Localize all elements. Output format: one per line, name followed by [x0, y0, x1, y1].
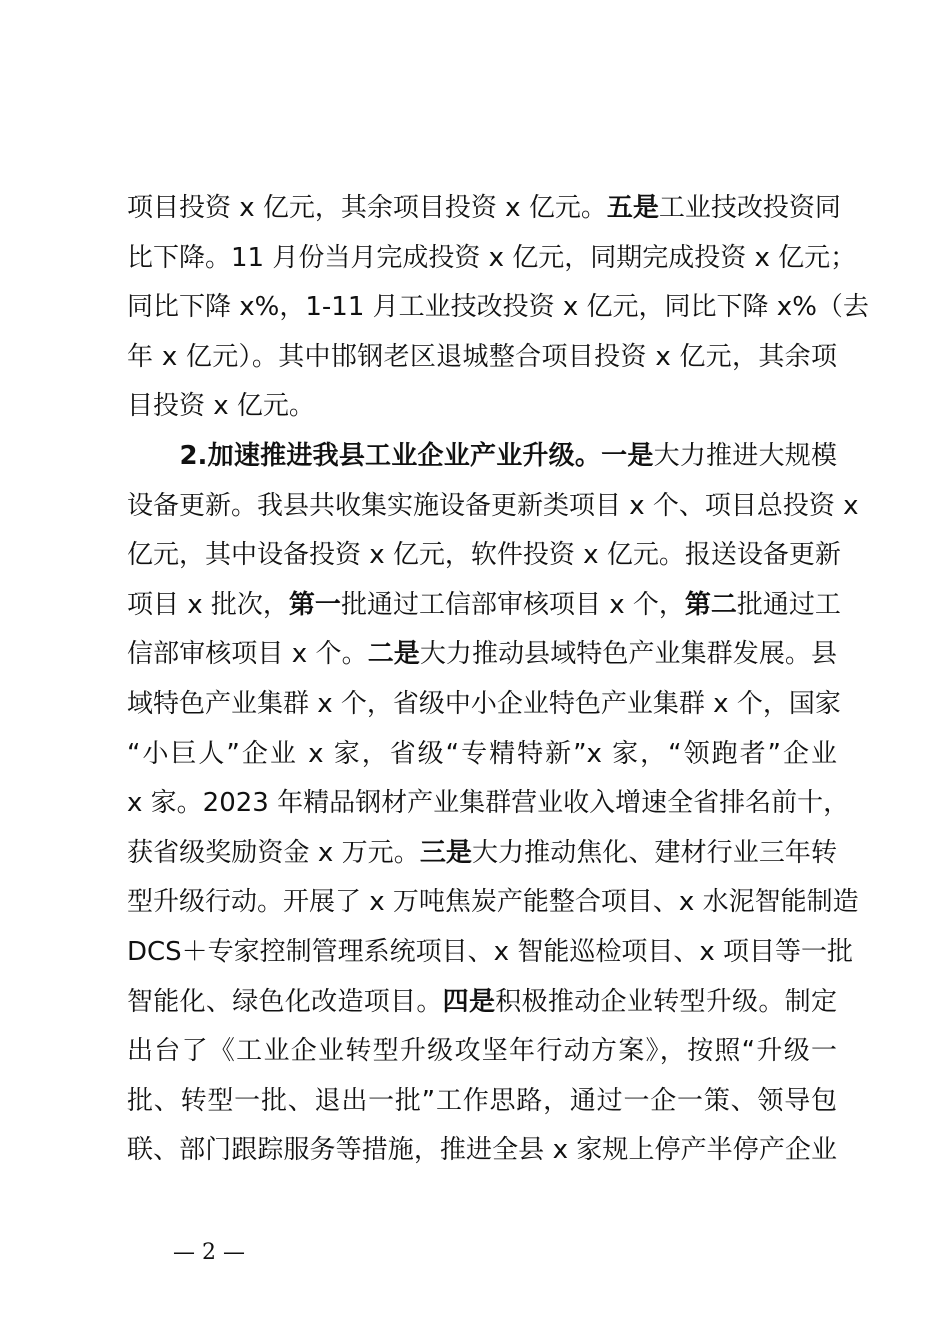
text-segment: 工业技改投资同	[658, 193, 841, 223]
text-segment: 信部审核项目 x 个。	[127, 639, 368, 670]
bold-text-segment: 三是	[419, 837, 472, 868]
page-number: — 2 —	[173, 1240, 245, 1265]
text-segment: 比下降。11 月份当月完成投资 x 亿元，同期完成投资 x 亿元；	[127, 242, 857, 273]
text-segment: 域特色产业集群 x 个，省级中小企业特色产业集群 x 个，国家	[127, 688, 841, 719]
text-line	[127, 630, 837, 680]
bold-text-segment: 第二	[684, 589, 737, 620]
text-segment: 目投资 x 亿元。	[127, 391, 315, 422]
text-segment: 同比下降 x%，1-11 月工业技改投资 x 亿元，同比下降 x%（去	[127, 292, 869, 323]
text-segment: 大力推进大规模	[653, 440, 837, 471]
text-line	[127, 382, 837, 432]
text-line	[127, 829, 837, 879]
bold-text-segment: 二是	[367, 639, 420, 670]
text-segment: 智能化、绿色化改造项目。	[127, 986, 443, 1017]
text-segment: “小巨人”企业 x 家，省级“专精特新”x 家，“领跑者”企业	[127, 738, 837, 769]
text-line	[127, 333, 837, 383]
text-line	[127, 779, 850, 829]
text-line	[127, 1027, 837, 1077]
bold-text-segment: 四是	[442, 986, 496, 1017]
text-segment: x 家。2023 年精品钢材产业集群营业收入增速全省排名前十，	[127, 788, 850, 819]
text-segment: 项目投资 x 亿元，其余项目投资 x 亿元。	[127, 193, 607, 223]
text-line	[127, 184, 841, 234]
text-segment: 批通过工信部审核项目 x 个，	[340, 589, 685, 620]
text-line	[127, 680, 841, 730]
text-segment: 积极推动企业转型升级。制定	[495, 986, 837, 1017]
text-line	[127, 482, 859, 532]
body-text	[127, 184, 869, 1176]
text-line	[127, 978, 837, 1028]
text-segment: DCS＋专家控制管理系统项目、x 智能巡检项目、x 项目等一批	[127, 936, 853, 967]
text-segment: 亿元，其中设备投资 x 亿元，软件投资 x 亿元。报送设备更新	[127, 540, 841, 571]
text-line	[127, 234, 857, 284]
text-segment: 设备更新。我县共收集实施设备更新类项目 x 个、项目总投资 x	[127, 490, 859, 521]
bold-text-segment: 五是	[606, 193, 659, 223]
text-segment: 项目 x 批次，	[127, 589, 289, 620]
text-segment: 出台了《工业企业转型升级攻坚年行动方案》，按照“升级一	[127, 1036, 837, 1067]
text-line	[127, 928, 853, 978]
text-segment: 批、转型一批、退出一批”工作思路，通过一企一策、领导包	[127, 1085, 837, 1116]
text-line	[127, 283, 869, 333]
text-segment: 批通过工	[736, 589, 841, 620]
text-segment: 大力推动县域特色产业集群发展。县	[419, 639, 837, 670]
text-line	[127, 432, 837, 482]
text-line	[127, 531, 841, 581]
text-segment: 获省级奖励资金 x 万元。	[127, 837, 420, 868]
text-segment: 联、部门跟踪服务等措施，推进全县 x 家规上停产半停产企业	[127, 1135, 837, 1166]
text-segment: 大力推动焦化、建材行业三年转	[471, 837, 837, 868]
bold-text-segment: 第一	[288, 589, 341, 620]
bold-text-segment: 2.加速推进我县工业企业产业升级。	[127, 440, 602, 471]
text-segment: 型升级行动。开展了 x 万吨焦炭产能整合项目、x 水泥智能制造	[127, 887, 859, 918]
text-line	[127, 730, 837, 780]
text-line	[127, 1077, 837, 1127]
text-segment: 年 x 亿元）。其中邯钢老区退城整合项目投资 x 亿元，其余项	[127, 341, 837, 372]
bold-text-segment: 一是	[601, 440, 654, 471]
text-line	[127, 1126, 837, 1176]
text-line	[127, 878, 859, 928]
text-line	[127, 581, 841, 631]
